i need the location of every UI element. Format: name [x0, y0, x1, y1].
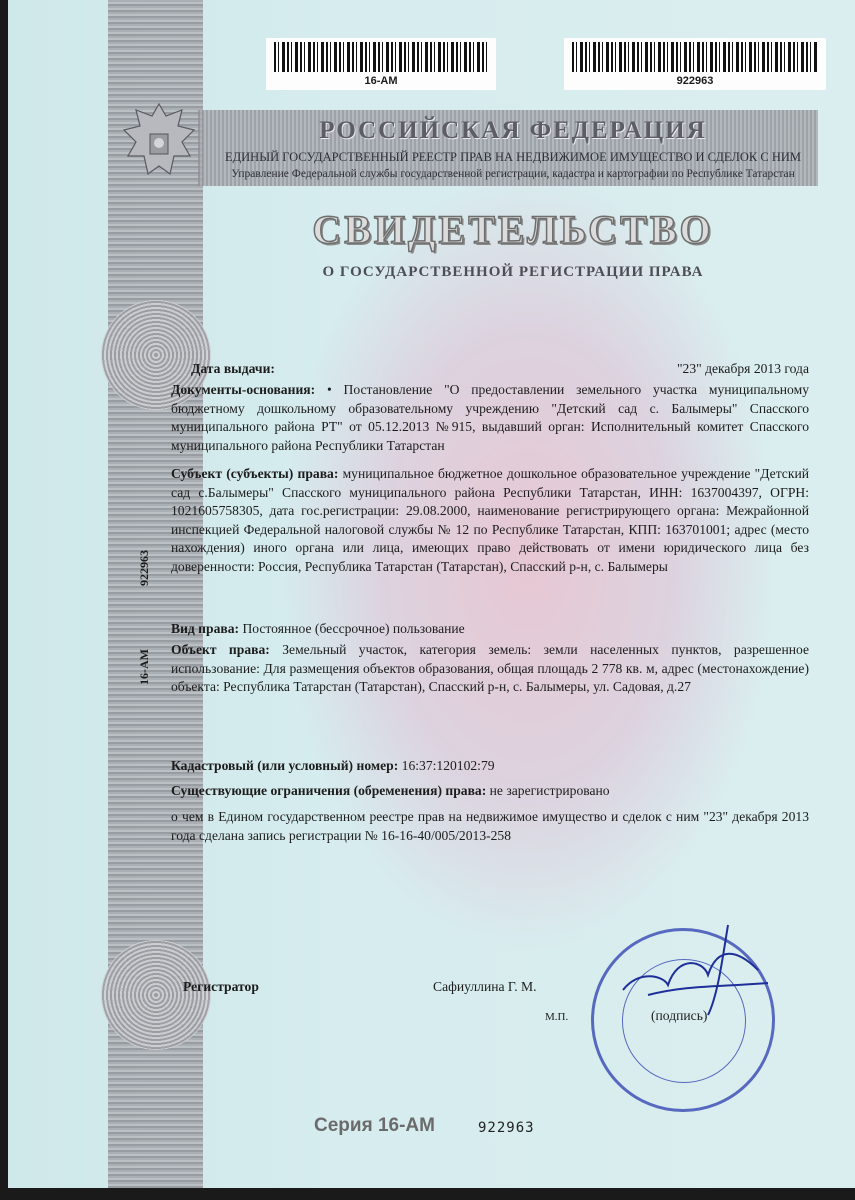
restrictions-label: Существующие ограничения (обременения) права:	[171, 783, 487, 798]
signature-icon	[608, 915, 778, 1025]
object-section	[171, 641, 809, 697]
document-title: СВИДЕТЕЛЬСТВО	[312, 207, 714, 252]
right-type-value: Постоянное (бессрочное) пользование	[242, 621, 465, 636]
side-serial-series: 16-АМ	[137, 649, 151, 685]
seal-label: М.П.	[545, 1011, 569, 1023]
issue-date-value: "23" декабря 2013 года	[676, 361, 809, 376]
signature-label: (подпись)	[651, 1008, 708, 1023]
documents-label: Документы-основания:	[171, 382, 316, 397]
subject-value: муниципальное бюджетное дошкольное образовательное учреждение "Детский сад с.Балымеры" Спасского муниципального района Республики Татарстан, ИНН: 1637004397, ОГРН: 1021605758305, дата гос.регистрации: 29.08.2000, наименование регистрирующего органа: Межрайонной инспекцией Федеральной налоговой службы № 12 по Республике Татарстан, КПП: 163701001; адрес (место нахождения) иного органа или лица, имеющих право действовать от имени юридического лица без доверенности: Россия, Республика Татарстан (Татарстан), Спасский р-н, с. Балымеры	[171, 466, 809, 574]
restrictions-section	[171, 782, 809, 801]
cadastral-value: 16:37:120102:79	[401, 758, 495, 773]
object-value: Земельный участок, категория земель: земли населенных пунктов, разрешенное использование: Для размещения объектов образования, общая площадь 2 778 кв. м, адрес (местонахождение) объекта: Республика Татарстан (Татарстан), Спасский р-н, с. Балымеры, ул. Садовая, д.27	[171, 642, 809, 694]
registration-record: о чем в Едином государственном реестре прав на недвижимое имущество и сделок с ним "23" декабря 2013 года сделана запись регистрации № 16-16-40/005/2013-258	[171, 809, 809, 843]
issue-date-label: Дата выдачи:	[191, 361, 275, 376]
coat-of-arms-icon	[116, 96, 202, 188]
object-label: Объект права:	[171, 642, 270, 657]
authority-heading: Управление Федеральной службы государственной регистрации, кадастра и картографии по Республике Татарстан	[231, 168, 795, 180]
restrictions-value: не зарегистрировано	[489, 783, 610, 798]
registry-heading: ЕДИНЫЙ ГОСУДАРСТВЕННЫЙ РЕЕСТР ПРАВ НА НЕДВИЖИМОЕ ИМУЩЕСТВО И СДЕЛОК С НИМ	[224, 150, 801, 164]
right-type-label: Вид права:	[171, 621, 240, 636]
footer-number: 922963	[478, 1120, 535, 1136]
country-heading: РОССИЙСКАЯ ФЕДЕРАЦИЯ	[319, 117, 707, 144]
certificate-page	[8, 0, 855, 1188]
subject-label: Субъект (субъекты) права:	[171, 466, 339, 481]
registrar-name: Сафиуллина Г. М.	[433, 979, 537, 994]
registrar-label: Регистратор	[183, 979, 259, 994]
side-serial	[137, 550, 152, 685]
subject-section	[171, 465, 809, 576]
document-subtitle: О ГОСУДАРСТВЕННОЙ РЕГИСТРАЦИИ ПРАВА	[322, 264, 704, 280]
barcode-right	[564, 38, 826, 90]
barcode-right-text: 922963	[676, 75, 714, 87]
issue-date-row	[191, 360, 809, 379]
footer-series: Серия 16-АМ	[314, 1115, 435, 1136]
cadastral-section	[171, 757, 809, 776]
side-serial-number: 922963	[137, 550, 151, 586]
cadastral-label: Кадастровый (или условный) номер:	[171, 758, 399, 773]
documents-value: • Постановление "О предоставлении земельного участка муниципальному бюджетному дошкольному образовательному учреждению "Детский сад с. Балымеры" Спасского муниципального района РТ" от 05.12.2013 №915, выдавший орган: Исполнительный комитет Спасского муниципального района Республики Татарстан	[171, 382, 809, 453]
barcode-left-text: 16-АМ	[364, 75, 398, 87]
right-type-section	[171, 620, 809, 639]
documents-section	[171, 381, 809, 455]
barcode-left	[266, 38, 496, 90]
